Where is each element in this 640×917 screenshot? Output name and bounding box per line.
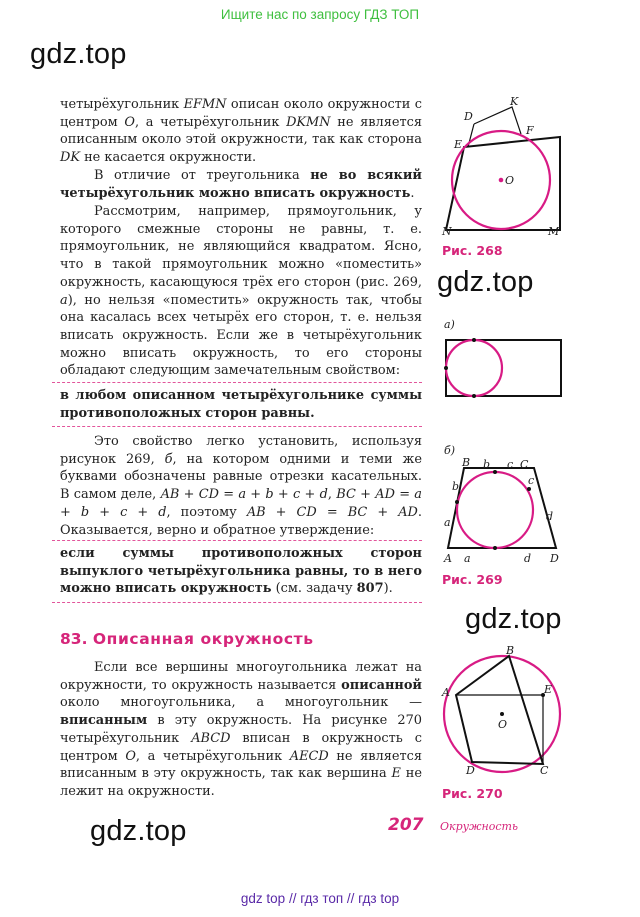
label-d-seg: d — [524, 552, 532, 565]
quad-efmn — [446, 137, 560, 230]
label-d-seg: d — [546, 510, 554, 523]
label-e: E — [454, 138, 463, 151]
label-c-vertex: C — [520, 458, 529, 471]
label-f: F — [526, 124, 534, 137]
caption-268: Рис. 268 — [442, 243, 503, 258]
paragraph-3: Рассмотрим, например, прямоугольник, у которого смежные стороны не равны, т. е. прямоугольник, не являющийся квадратом. Ясно, что в такой прямоугольник можно «поместить» окружность, касающуюся трёх его сторон (рис. 269, а), но нельзя «поместить» окружность так, чтобы она касалась всех четырёх его сторон, т. е. нельзя вписать окружность. Если же в четырёхугольник можно вписать окружность, то его стороны обладают следующим замечательным свойством: — [60, 204, 422, 379]
figure-269a — [440, 316, 570, 406]
tangent-point — [455, 500, 459, 504]
inscribed-circle — [457, 472, 533, 548]
label-b-seg: b — [483, 458, 491, 471]
theorem-box-2: если суммы противоположных сторон выпуклого четырёхугольника равны, то в него можно вписать окружность (см. задачу 807). — [60, 546, 422, 597]
box-bottom-rule — [52, 426, 422, 427]
label-b-vertex: B — [462, 456, 471, 469]
running-head: Окружность — [440, 820, 518, 833]
caption-269: Рис. 269 — [442, 572, 503, 587]
rectangle — [446, 340, 561, 396]
tangent-point — [472, 394, 476, 398]
tangent-point — [472, 338, 476, 342]
label-c: C — [540, 764, 549, 777]
tangent-point — [493, 546, 497, 550]
paragraph-2: В отличие от треугольника не во всякий четырёхугольник можно вписать окружность. — [60, 168, 422, 201]
quad-abcd — [456, 656, 543, 764]
watermark: gdz.top — [30, 38, 127, 70]
label-b-seg: b — [452, 480, 460, 493]
section-title: Описанная окружность — [92, 630, 314, 648]
figure-270 — [436, 640, 576, 780]
caption-270: Рис. 270 — [442, 786, 503, 801]
watermark: gdz.top — [90, 815, 187, 847]
page-number: 207 — [388, 815, 424, 835]
label-d-vertex: D — [550, 552, 559, 565]
box-top-rule — [52, 540, 422, 541]
segment-dk — [474, 107, 521, 134]
theorem-box-1: в любом описанном четырёхугольнике суммы противоположных сторон равны. — [60, 388, 422, 421]
label-b: B — [506, 644, 515, 657]
tangent-point — [444, 366, 448, 370]
top-banner[interactable]: Ищите нас по запросу ГДЗ ТОП — [220, 7, 420, 22]
section-number: 83. — [60, 630, 88, 648]
label-a-seg: a — [444, 516, 451, 529]
label-k: K — [510, 95, 519, 108]
tangent-point — [527, 487, 531, 491]
box-top-rule — [52, 382, 422, 383]
label-d: D — [466, 764, 475, 777]
label-o: O — [505, 174, 515, 187]
label-n: N — [442, 225, 452, 237]
label-a-seg: a — [464, 552, 471, 565]
paragraph-5: Если все вершины многоугольника лежат на окружности, то окружность называется описанной около многоугольника, а многоугольник — вписанным в эту окружность. На рисунке 270 четырёхугольник ABCD вписан в окружность с центром O, а четырёхугольник AECD не является вписанным в эту окружность, так как вершина E не лежит на окружности. — [60, 660, 423, 799]
figure-268 — [436, 92, 576, 237]
part-b-label: б) — [444, 444, 456, 457]
quad-abcd — [448, 468, 556, 548]
center-point — [500, 712, 504, 716]
label-c-seg: c — [507, 458, 514, 471]
label-a-vertex: A — [444, 552, 452, 565]
center-point — [499, 178, 504, 183]
circle-touching-three-sides — [446, 340, 502, 396]
label-m: M — [548, 225, 560, 237]
label-o: O — [498, 718, 508, 731]
section-heading — [60, 630, 314, 648]
part-a-label: а) — [444, 318, 455, 331]
watermark: gdz.top — [465, 603, 562, 635]
tangent-point — [493, 470, 497, 474]
paragraph-4: Это свойство легко установить, используя рисунок 269, б, на котором одними и теми же буквами обозначены равные отрезки касательных. В самом деле, AB + CD = a + b + c + d, BC + AD = a + b + c + d, поэтому AB + CD = BC + AD. Оказывается, верно и обратное утверждение: — [60, 434, 422, 538]
footer-links[interactable]: gdz top // гдз топ // гдз top — [240, 891, 400, 906]
label-c-seg: c — [528, 474, 535, 487]
watermark: gdz.top — [437, 266, 534, 298]
label-e: E — [544, 683, 553, 696]
paragraph-1: четырёхугольник EFMN описан около окружности с центром O, а четырёхугольник DKMN не является описанным около этой окружности, так как сторона DK не касается окружности. — [60, 97, 422, 166]
label-a: A — [442, 686, 450, 699]
figure-269b — [440, 442, 570, 570]
box-bottom-rule — [52, 602, 422, 603]
label-d: D — [464, 110, 473, 123]
